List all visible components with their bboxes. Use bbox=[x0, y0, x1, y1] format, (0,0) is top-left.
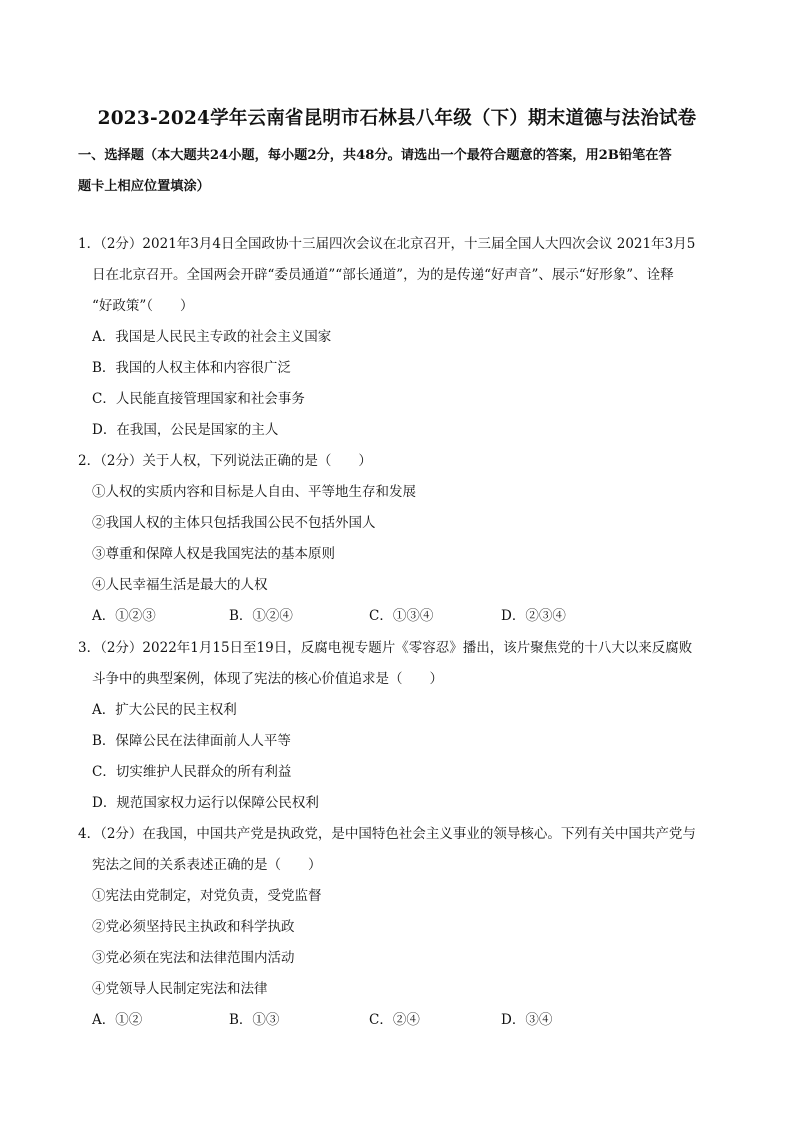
question-2-choice-a: A．①②③ bbox=[92, 608, 156, 624]
question-4-statement-2: ②党必须坚持民主执政和科学执政 bbox=[92, 919, 295, 935]
question-2-choice-b: B．①②④ bbox=[229, 608, 293, 624]
question-3-stem-line-2: 斗争中的典型案例，体现了宪法的核心价值追求是（ ） bbox=[92, 671, 443, 687]
question-3-option-d: D．规范国家权力运行以保障公民权利 bbox=[92, 795, 319, 811]
question-2-choice-d: D．②③④ bbox=[501, 608, 566, 624]
question-1-option-a: A．我国是人民民主专政的社会主义国家 bbox=[92, 329, 332, 345]
question-3-stem-line-1: 3．（2分）2022年1月15日至19日，反腐电视专题片《零容忍》播出，该片聚焦党的十八大以来反腐败 bbox=[78, 640, 693, 656]
question-3-option-a: A．扩大公民的民主权利 bbox=[92, 702, 237, 718]
question-2-choice-c: C．①③④ bbox=[369, 608, 434, 624]
question-2-statement-1: ①人权的实质内容和目标是人自由、平等地生存和发展 bbox=[92, 484, 416, 500]
question-4-stem-line-1: 4．（2分）在我国，中国共产党是执政党，是中国特色社会主义事业的领导核心。下列有关中国共产党与 bbox=[78, 826, 696, 842]
question-2-statement-2: ②我国人权的主体只包括我国公民不包括外国人 bbox=[92, 515, 376, 531]
question-3-option-c: C．切实维护人民群众的所有利益 bbox=[92, 764, 292, 780]
question-2-stem-line-1: 2．（2分）关于人权，下列说法正确的是（ ） bbox=[78, 453, 372, 469]
question-1-stem-line-2: 日在北京召开。全国两会开辟“委员通道”“部长通道”，为的是传递“好声音”、展示“好形象”、诠释 bbox=[92, 267, 674, 283]
section-heading-line-1: 一、选择题（本大题共24小题，每小题2分，共48分。请选出一个最符合题意的答案，用2B铅笔在答 bbox=[78, 148, 672, 163]
question-1-option-c: C．人民能直接管理国家和社会事务 bbox=[92, 391, 305, 407]
question-4-choice-b: B．①③ bbox=[229, 1012, 280, 1028]
question-1-stem-line-1: 1．（2分）2021年3月4日全国政协十三届四次会议在北京召开，十三届全国人大四次会议 2021年3月5 bbox=[78, 236, 696, 252]
question-3-option-b: B．保障公民在法律面前人人平等 bbox=[92, 733, 291, 749]
question-4-statement-4: ④党领导人民制定宪法和法律 bbox=[92, 981, 268, 997]
question-4-choice-c: C．②④ bbox=[369, 1012, 420, 1028]
question-1-stem-line-3: “好政策”（ ） bbox=[92, 298, 194, 314]
question-4-choice-a: A．①② bbox=[92, 1012, 143, 1028]
exam-title: 2023-2024学年云南省昆明市石林县八年级（下）期末道德与法治试卷 bbox=[97, 108, 697, 129]
question-4-statement-3: ③党必须在宪法和法律范围内活动 bbox=[92, 950, 295, 966]
section-heading bbox=[78, 140, 728, 202]
question-1-option-d: D．在我国，公民是国家的主人 bbox=[92, 422, 279, 438]
section-heading-line-2: 题卡上相应位置填涂） bbox=[78, 179, 210, 194]
question-4-statement-1: ①宪法由党制定，对党负责，受党监督 bbox=[92, 888, 322, 904]
question-2-statement-3: ③尊重和保障人权是我国宪法的基本原则 bbox=[92, 546, 335, 562]
question-4-choice-d: D．③④ bbox=[501, 1012, 553, 1028]
question-4-stem-line-2: 宪法之间的关系表述正确的是（ ） bbox=[92, 857, 322, 873]
question-1-option-b: B．我国的人权主体和内容很广泛 bbox=[92, 360, 291, 376]
question-2-statement-4: ④人民幸福生活是最大的人权 bbox=[92, 577, 268, 593]
